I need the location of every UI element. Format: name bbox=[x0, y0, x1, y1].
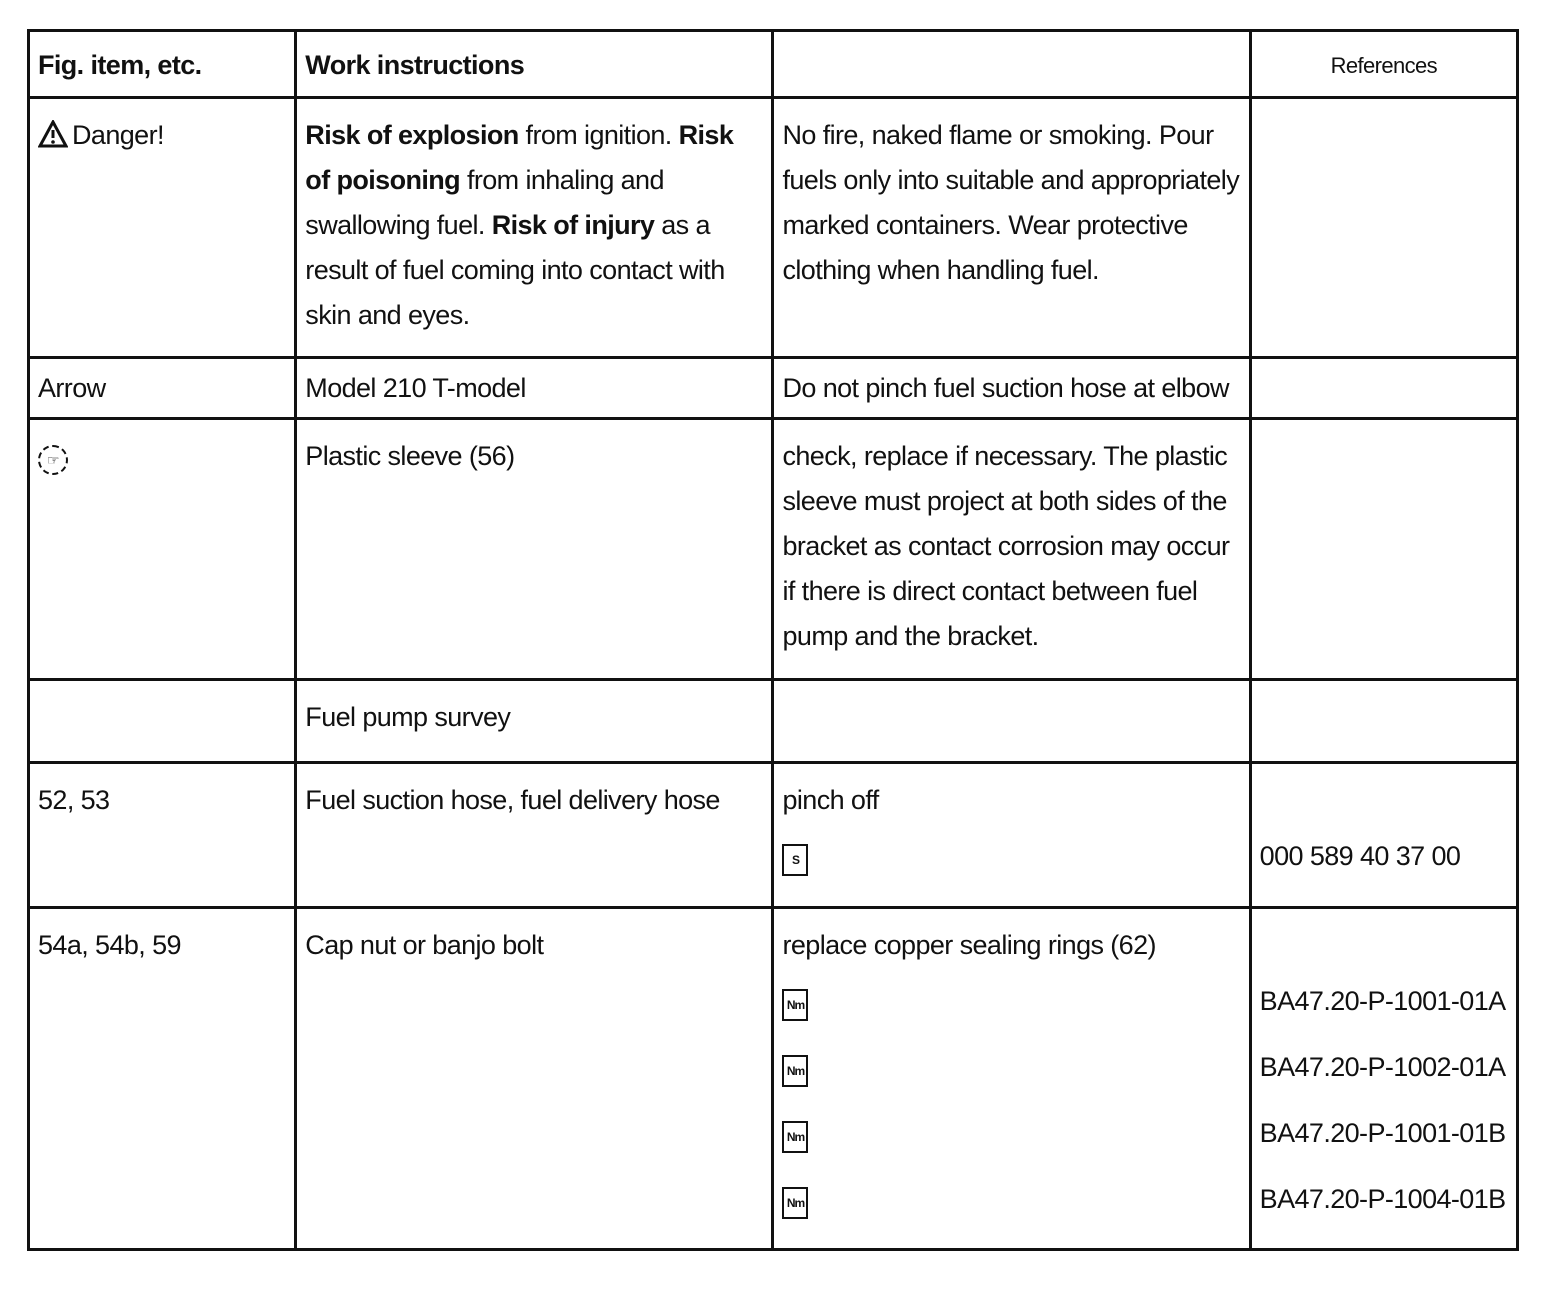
survey-fig-cell bbox=[29, 680, 296, 763]
torque-symbol-line-2 bbox=[782, 1034, 1240, 1100]
cap-item-cell: Cap nut or banjo bolt bbox=[296, 908, 773, 1250]
hose-instruction-cell bbox=[773, 763, 1250, 908]
hand-pointer-icon: ☞ bbox=[38, 445, 68, 475]
danger-references-cell bbox=[1250, 98, 1517, 358]
sleeve-instruction-cell: check, replace if necessary. The plastic sleeve must project at both sides of the bracket as contact corrosion may occur if there is direct contact between fuel pump and the bracket. bbox=[773, 419, 1250, 680]
hose-tool-number: 000 589 40 37 00 bbox=[1259, 841, 1461, 871]
torque-icon: Nm bbox=[782, 989, 808, 1021]
risk-poisoning-text: Risk of poisoning bbox=[305, 120, 734, 195]
risk-text-1: from ignition. bbox=[518, 120, 679, 150]
torque-icon: Nm bbox=[782, 1121, 808, 1153]
arrow-instruction-cell: Do not pinch fuel suction hose at elbow bbox=[773, 358, 1250, 419]
cap-reference-4: BA47.20-P-1004-01B bbox=[1259, 1184, 1506, 1214]
table-row-cap bbox=[29, 908, 1518, 1250]
torque-icon: Nm bbox=[782, 1055, 808, 1087]
risk-text-2: from inhaling and swallowing fuel. bbox=[305, 165, 664, 240]
cap-reference-1: BA47.20-P-1001-01A bbox=[1259, 986, 1506, 1016]
arrow-cell: Arrow bbox=[29, 358, 296, 419]
cap-instruction-cell bbox=[773, 908, 1250, 1250]
header-work-instructions: Work instructions bbox=[296, 31, 773, 98]
sleeve-item-cell: Plastic sleeve (56) bbox=[296, 419, 773, 680]
table-row-survey bbox=[29, 680, 1518, 763]
torque-symbol-line-4 bbox=[782, 1166, 1240, 1232]
replace-rings-text: replace copper sealing rings (62) bbox=[782, 930, 1156, 960]
work-instructions-table bbox=[27, 29, 1519, 1251]
survey-title-cell: Fuel pump survey bbox=[296, 680, 773, 763]
danger-cell bbox=[29, 98, 296, 358]
arrow-references-cell bbox=[1250, 358, 1517, 419]
cap-reference-3: BA47.20-P-1001-01B bbox=[1259, 1118, 1506, 1148]
header-row bbox=[29, 31, 1518, 98]
survey-instruction-cell bbox=[773, 680, 1250, 763]
hose-references-cell bbox=[1250, 763, 1517, 908]
table-row-hose bbox=[29, 763, 1518, 908]
special-tool-icon: S bbox=[782, 844, 808, 876]
header-references: References bbox=[1250, 31, 1517, 98]
model-cell: Model 210 T-model bbox=[296, 358, 773, 419]
torque-icon: Nm bbox=[782, 1187, 808, 1219]
table-row-danger bbox=[29, 98, 1518, 358]
danger-label: Danger! bbox=[72, 120, 164, 150]
danger-precautions-cell: No fire, naked flame or smoking. Pour fuels only into suitable and appropriately marked containers. Wear protective clothing when handling fuel. bbox=[773, 98, 1250, 358]
hose-fig-cell: 52, 53 bbox=[29, 763, 296, 908]
risk-text-3: as a result of fuel coming into contact with skin and eyes. bbox=[305, 210, 725, 330]
cap-fig-cell: 54a, 54b, 59 bbox=[29, 908, 296, 1250]
table-row-sleeve bbox=[29, 419, 1518, 680]
hose-item-cell: Fuel suction hose, fuel delivery hose bbox=[296, 763, 773, 908]
header-fig-item: Fig. item, etc. bbox=[29, 31, 296, 98]
torque-symbol-line-1 bbox=[782, 968, 1240, 1034]
sleeve-references-cell bbox=[1250, 419, 1517, 680]
warning-triangle-icon bbox=[38, 117, 68, 162]
torque-symbol-line-3 bbox=[782, 1100, 1240, 1166]
cap-references-cell bbox=[1250, 908, 1517, 1250]
danger-risks-cell bbox=[296, 98, 773, 358]
survey-references-cell bbox=[1250, 680, 1517, 763]
sleeve-icon-cell bbox=[29, 419, 296, 680]
table-row-arrow bbox=[29, 358, 1518, 419]
risk-injury-text: Risk of injury bbox=[491, 210, 655, 240]
cap-reference-2: BA47.20-P-1002-01A bbox=[1259, 1052, 1506, 1082]
special-tool-symbol-line bbox=[782, 823, 1240, 889]
header-blank bbox=[773, 31, 1250, 98]
risk-explosion-text: Risk of explosion bbox=[305, 120, 519, 150]
pinch-off-text: pinch off bbox=[782, 785, 879, 815]
